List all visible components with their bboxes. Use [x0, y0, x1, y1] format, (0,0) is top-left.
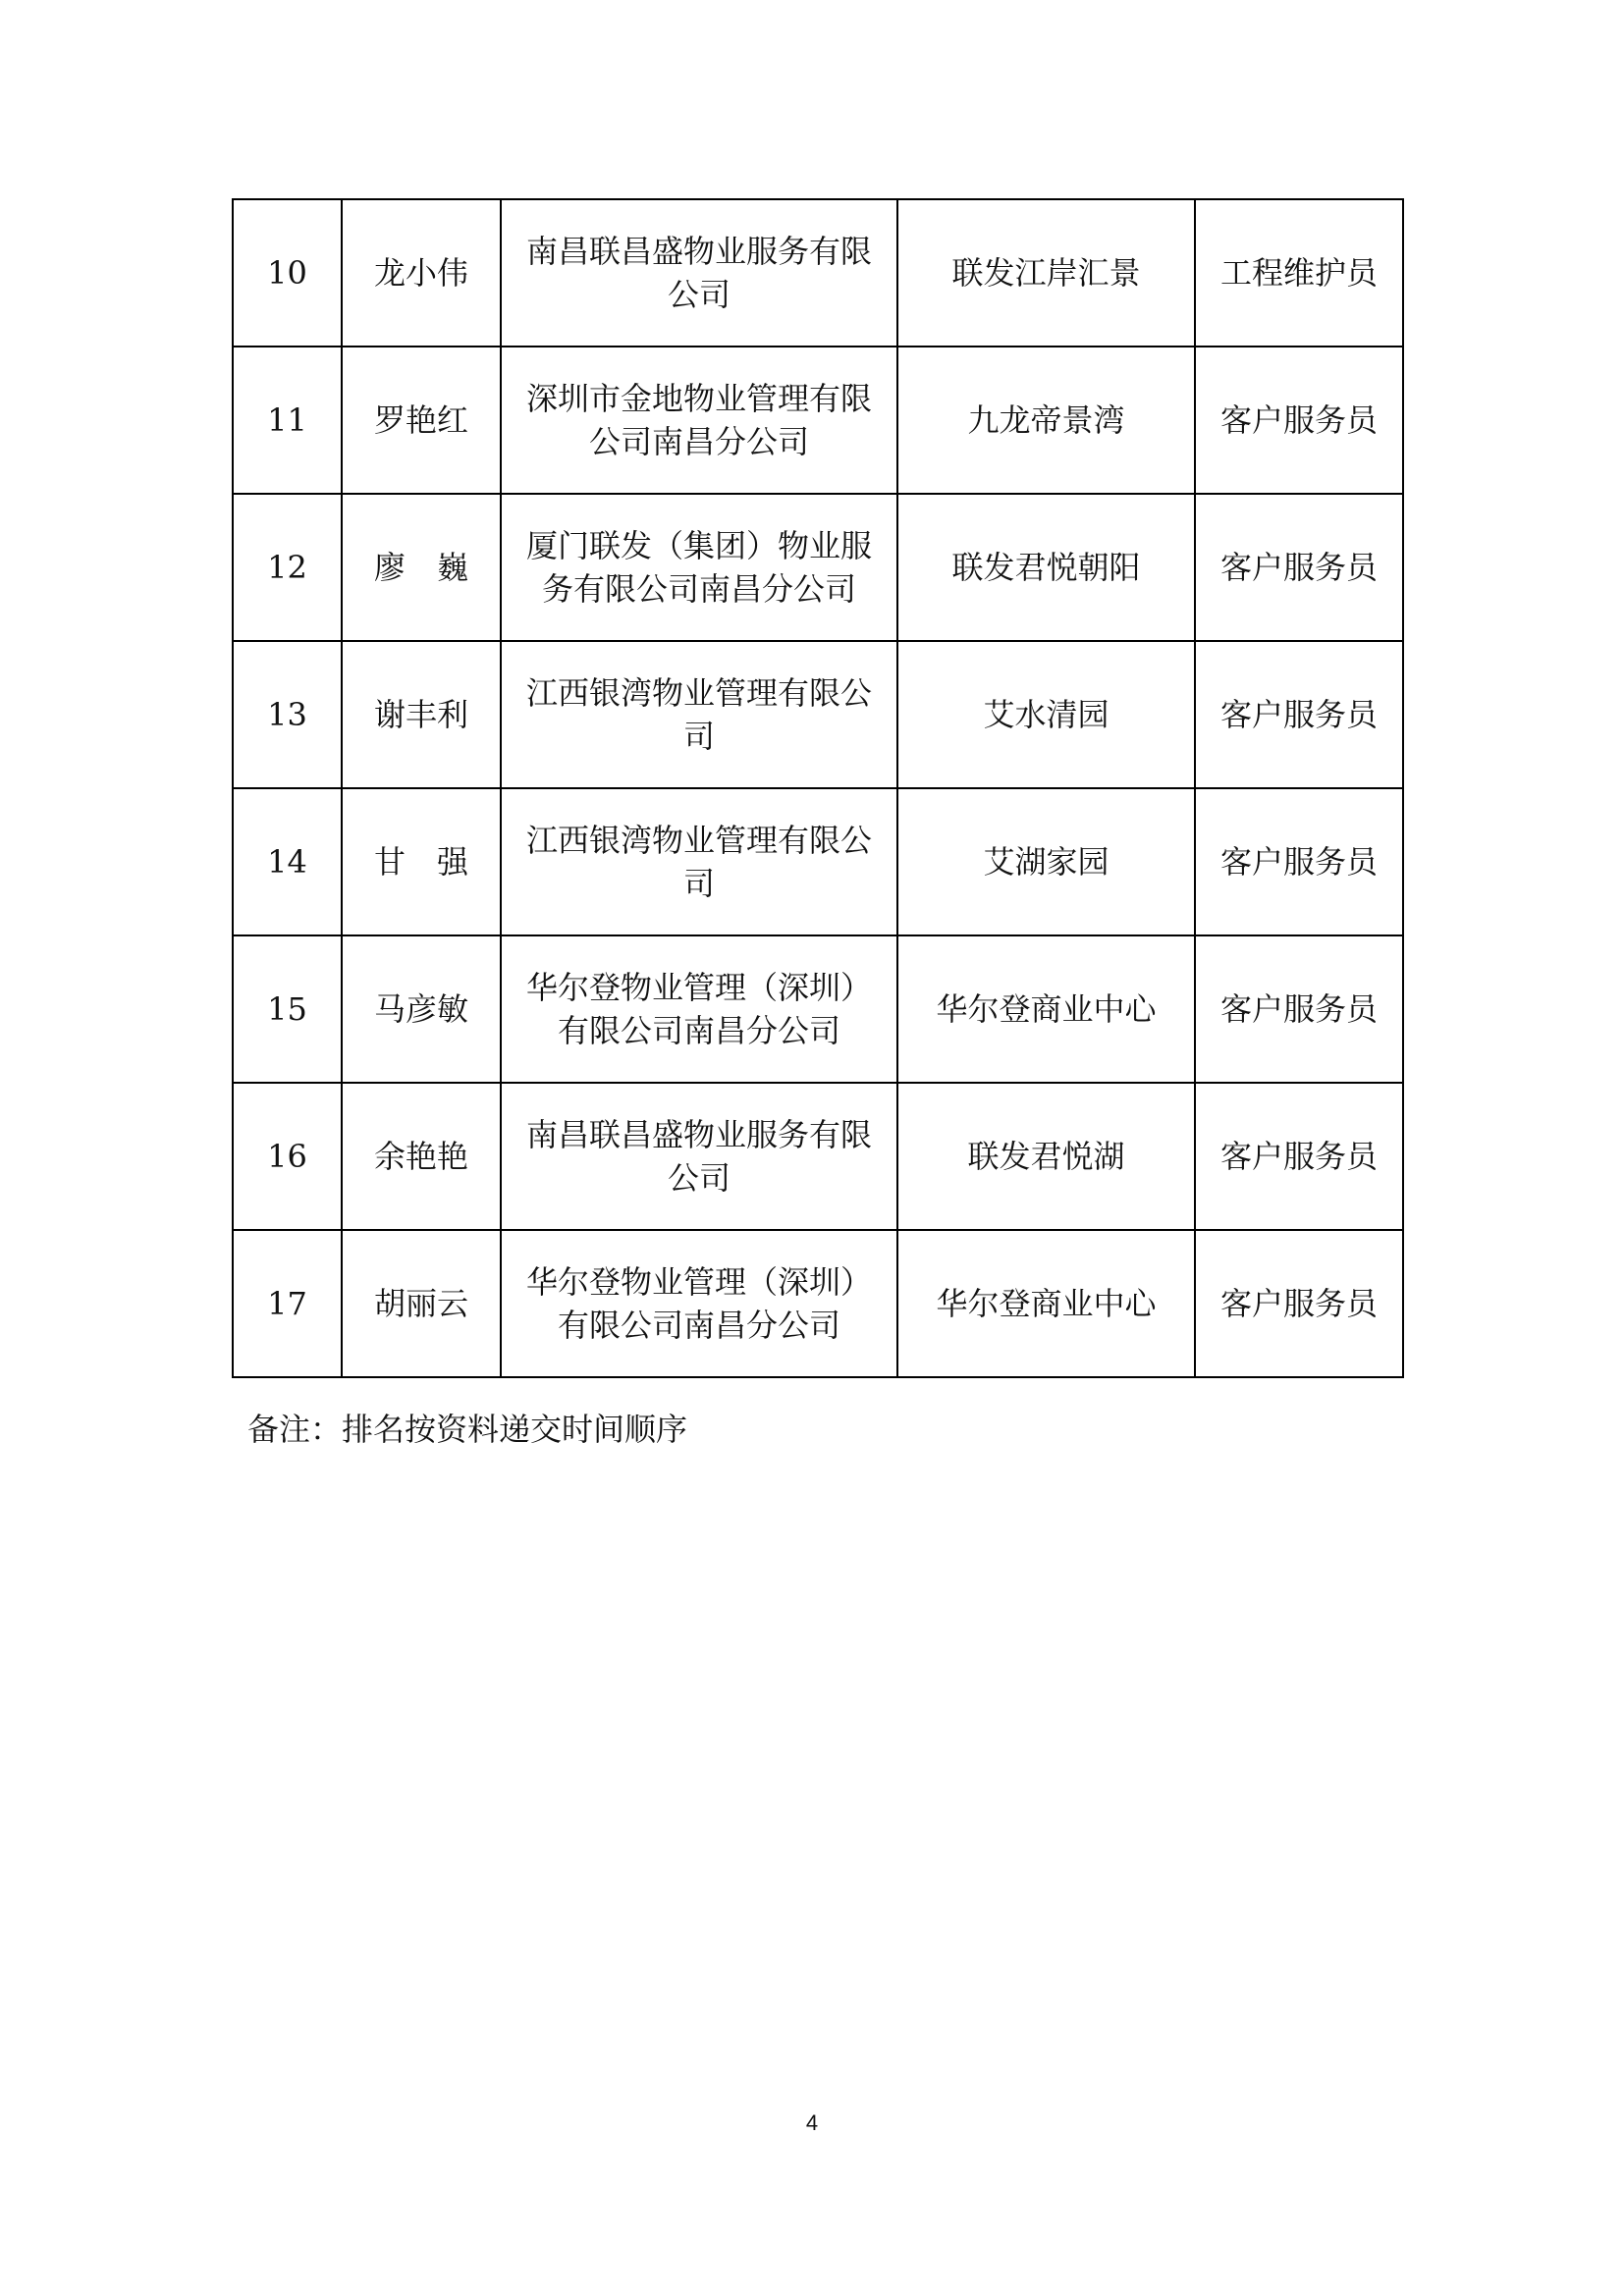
table-row	[233, 1083, 1403, 1230]
table-row	[233, 494, 1403, 641]
position-cell: 客户服务员	[1195, 347, 1403, 494]
row-number-cell: 16	[233, 1083, 342, 1230]
name-cell: 廖 巍	[342, 494, 501, 641]
name-cell: 胡丽云	[342, 1230, 501, 1377]
row-number-cell: 17	[233, 1230, 342, 1377]
name-cell: 马彦敏	[342, 935, 501, 1083]
row-number-cell: 13	[233, 641, 342, 788]
company-cell: 江西银湾物业管理有限公司	[501, 788, 897, 935]
name-cell: 龙小伟	[342, 199, 501, 347]
company-cell: 南昌联昌盛物业服务有限公司	[501, 1083, 897, 1230]
project-cell: 华尔登商业中心	[897, 1230, 1195, 1377]
project-cell: 联发江岸汇景	[897, 199, 1195, 347]
company-cell: 厦门联发（集团）物业服务有限公司南昌分公司	[501, 494, 897, 641]
company-cell: 南昌联昌盛物业服务有限公司	[501, 199, 897, 347]
company-cell: 华尔登物业管理（深圳）有限公司南昌分公司	[501, 935, 897, 1083]
position-cell: 客户服务员	[1195, 1230, 1403, 1377]
position-cell: 客户服务员	[1195, 788, 1403, 935]
position-cell: 客户服务员	[1195, 494, 1403, 641]
table-row	[233, 935, 1403, 1083]
company-cell: 华尔登物业管理（深圳）有限公司南昌分公司	[501, 1230, 897, 1377]
company-cell: 江西银湾物业管理有限公司	[501, 641, 897, 788]
position-cell: 工程维护员	[1195, 199, 1403, 347]
name-cell: 罗艳红	[342, 347, 501, 494]
row-number-cell: 15	[233, 935, 342, 1083]
project-cell: 艾湖家园	[897, 788, 1195, 935]
table-body	[233, 199, 1403, 1377]
page-number: 4	[805, 2110, 819, 2135]
position-cell: 客户服务员	[1195, 641, 1403, 788]
table-row	[233, 788, 1403, 935]
position-cell: 客户服务员	[1195, 1083, 1403, 1230]
table-row	[233, 1230, 1403, 1377]
project-cell: 艾水清园	[897, 641, 1195, 788]
name-cell: 谢丰利	[342, 641, 501, 788]
project-cell: 九龙帝景湾	[897, 347, 1195, 494]
name-cell: 甘 强	[342, 788, 501, 935]
table-row	[233, 199, 1403, 347]
table-row	[233, 347, 1403, 494]
name-cell: 余艳艳	[342, 1083, 501, 1230]
row-number-cell: 14	[233, 788, 342, 935]
row-number-cell: 12	[233, 494, 342, 641]
row-number-cell: 11	[233, 347, 342, 494]
project-cell: 联发君悦朝阳	[897, 494, 1195, 641]
project-cell: 联发君悦湖	[897, 1083, 1195, 1230]
table-row	[233, 641, 1403, 788]
project-cell: 华尔登商业中心	[897, 935, 1195, 1083]
row-number-cell: 10	[233, 199, 342, 347]
position-cell: 客户服务员	[1195, 935, 1403, 1083]
footnote: 备注：排名按资料递交时间顺序	[247, 1411, 688, 1448]
company-cell: 深圳市金地物业管理有限公司南昌分公司	[501, 347, 897, 494]
personnel-table	[232, 198, 1404, 1378]
